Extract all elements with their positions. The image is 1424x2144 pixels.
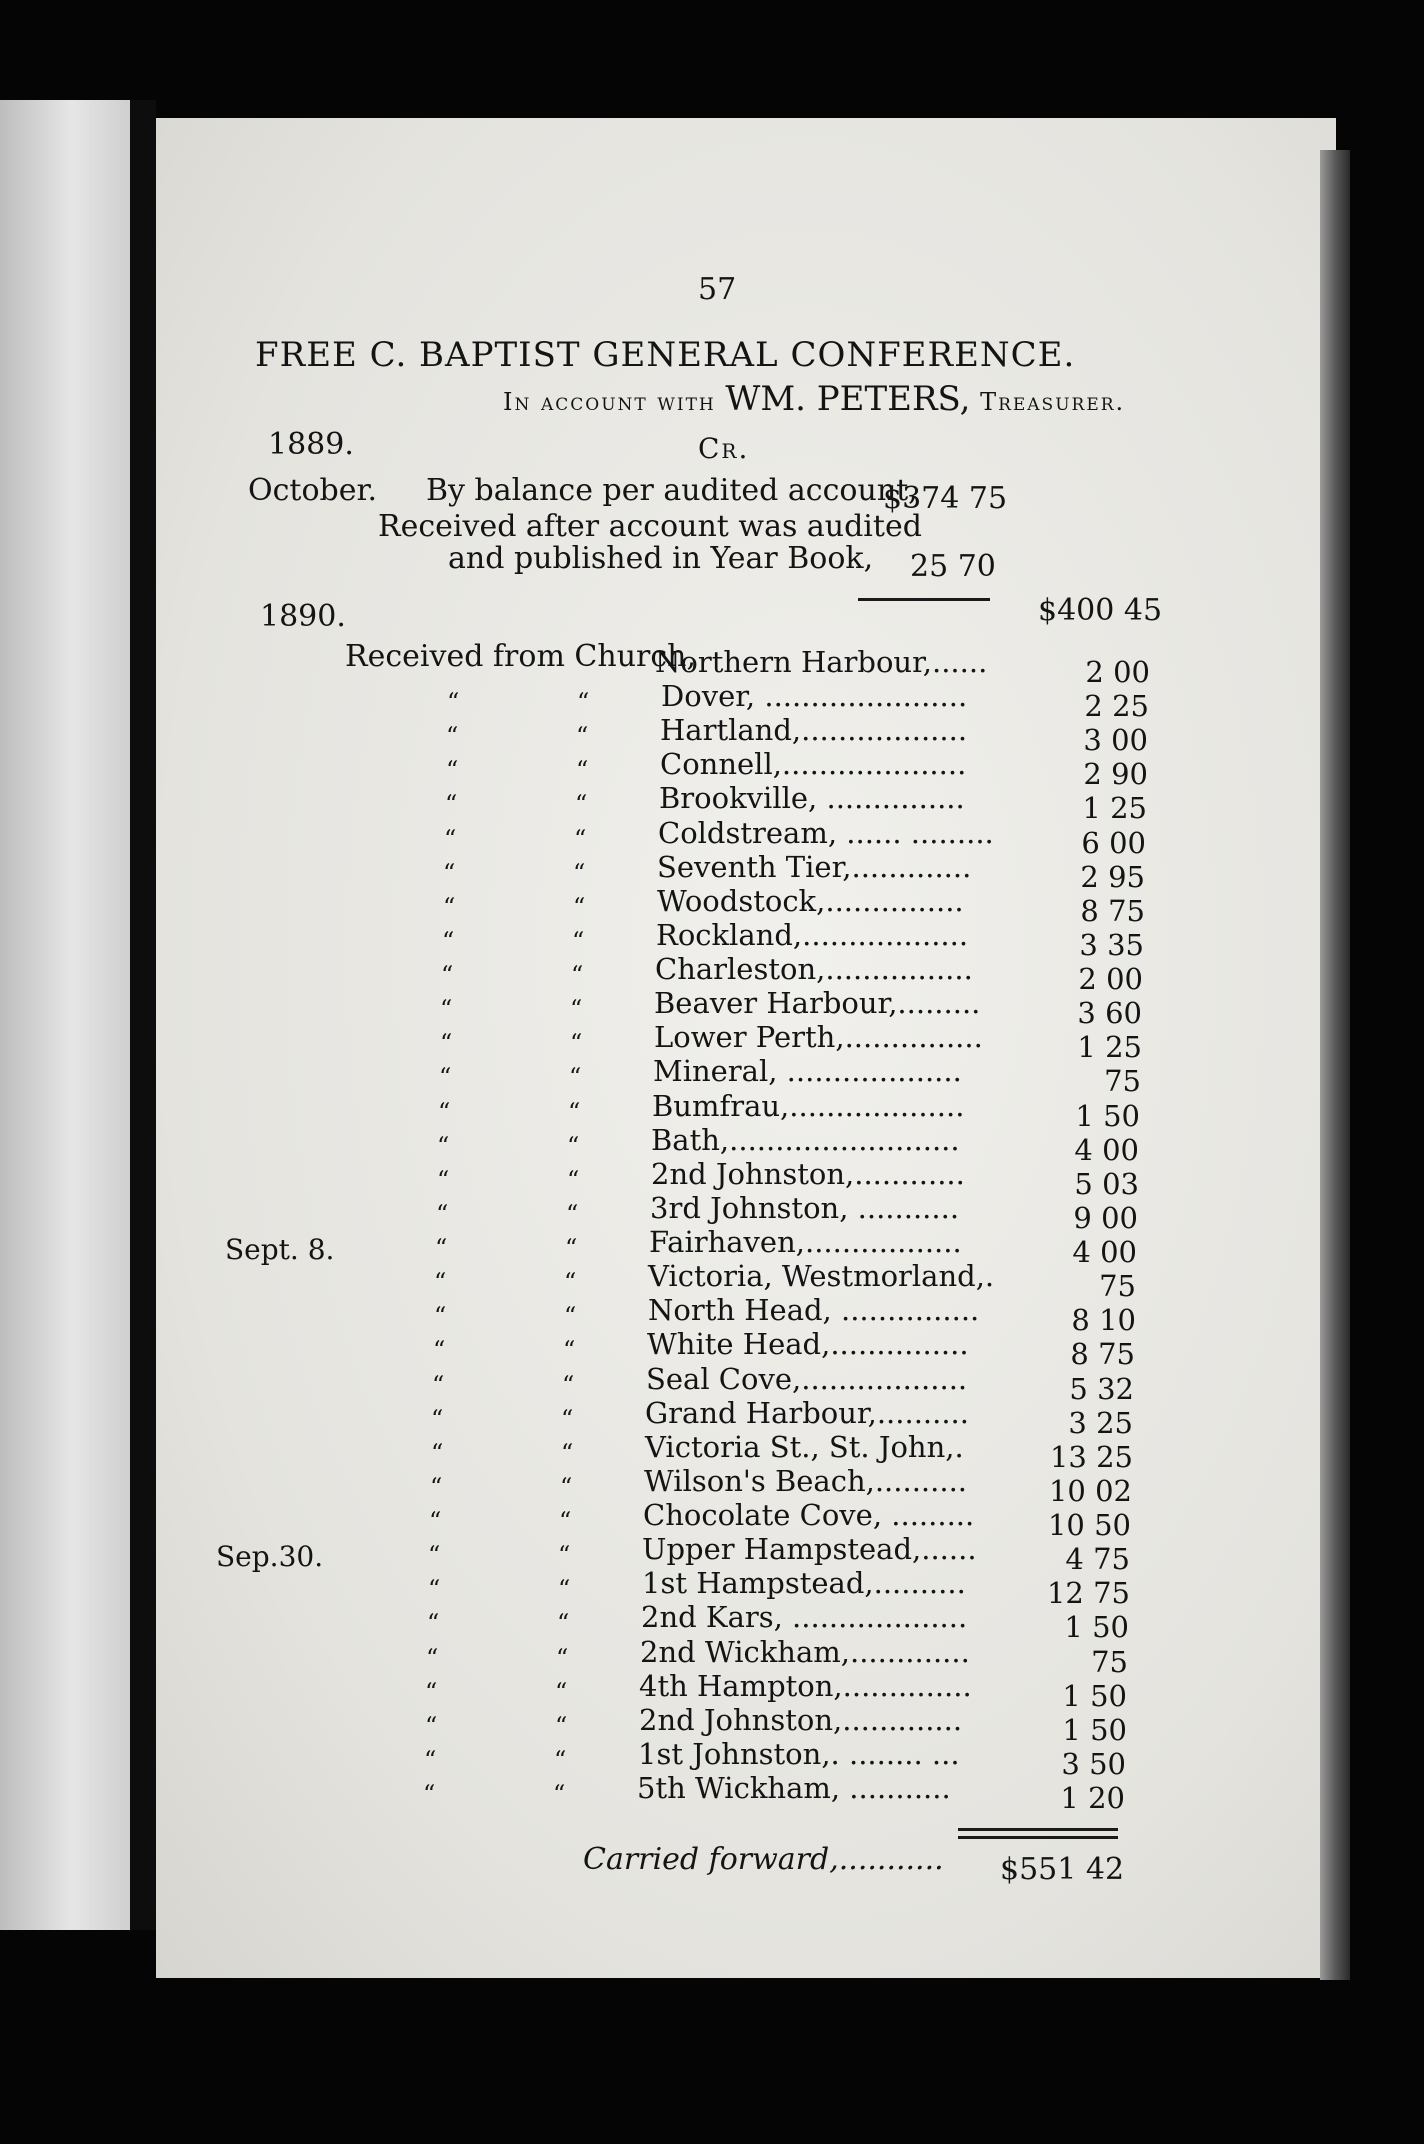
total-rule-1 (958, 1828, 1118, 1831)
entry-amount: 75 (1104, 1064, 1141, 1099)
opening-line3: and published in Year Book, (448, 541, 874, 576)
ditto-mark: “ (570, 995, 583, 1024)
ditto-mark: “ (567, 1131, 580, 1160)
subtotal-rule (858, 598, 990, 601)
entry-amount: 4 00 (1072, 1235, 1137, 1270)
ditto-mark: “ (432, 1370, 445, 1399)
ditto-mark: “ (561, 1404, 574, 1433)
ditto-mark: “ (440, 1029, 453, 1058)
entry-church: 5th Wickham, ........... (637, 1771, 951, 1805)
entry-amount: 2 90 (1083, 757, 1148, 792)
ditto-mark: “ (427, 1609, 440, 1638)
entry-church: Upper Hampstead,...... (642, 1532, 977, 1567)
entry-amount: 2 00 (1078, 962, 1143, 997)
entry-church: Victoria St., St. John,. (645, 1429, 964, 1464)
entry-amount: 8 75 (1070, 1337, 1135, 1372)
entry-church: 2nd Wickham,............. (640, 1634, 970, 1669)
ditto-mark: “ (440, 995, 453, 1024)
entry-amount: 5 32 (1069, 1371, 1134, 1406)
ditto-mark: “ (429, 1507, 442, 1536)
ditto-mark: “ (438, 1097, 451, 1126)
year-1889: 1889. (268, 427, 354, 462)
entry-church: White Head,............... (647, 1327, 969, 1362)
ditto-mark: “ (426, 1643, 439, 1672)
opening-amount2: 25 70 (910, 549, 996, 584)
entry-amount: 2 00 (1085, 655, 1150, 689)
ditto-mark: “ (568, 1097, 581, 1126)
opening-line2: Received after account was audited (378, 509, 922, 544)
entry-church: Bath,......................... (651, 1122, 960, 1157)
entry-church: Victoria, Westmorland,. (648, 1259, 995, 1294)
entry-church: 2nd Johnston,............. (639, 1702, 963, 1737)
entry-church: 1st Johnston,. ........ ... (638, 1736, 960, 1771)
entry-church: Woodstock,............... (657, 883, 964, 918)
ditto-mark: “ (431, 1438, 444, 1467)
ditto-mark: “ (565, 1234, 578, 1263)
entry-amount: 75 (1091, 1644, 1128, 1679)
entry-amount: 1 50 (1064, 1610, 1129, 1645)
entry-church: 2nd Kars, ................... (641, 1600, 968, 1635)
entry-amount: 1 25 (1082, 791, 1147, 826)
entry-amount: 13 25 (1049, 1439, 1133, 1474)
ditto-mark: “ (564, 1302, 577, 1331)
entry-amount: 8 10 (1071, 1303, 1136, 1338)
ditto-mark: “ (576, 722, 589, 751)
entry-church: Mineral, ................... (653, 1054, 962, 1089)
entry-church: 3rd Johnston, ........... (650, 1190, 960, 1225)
opening-amount1: $374 75 (883, 481, 1008, 516)
ditto-mark: “ (556, 1643, 569, 1672)
entry-date: Sept. 8. (225, 1233, 335, 1267)
received-from-label: Received from Church, (345, 639, 697, 674)
entry-church: 1st Hampstead,.......... (642, 1566, 966, 1601)
entry-church: Grand Harbour,.......... (645, 1395, 969, 1430)
ditto-mark: “ (425, 1677, 438, 1706)
entry-church: Bumfrau,................... (652, 1088, 965, 1123)
ditto-mark: “ (575, 790, 588, 819)
entry-amount: 12 75 (1046, 1576, 1130, 1611)
ditto-mark: “ (437, 1165, 450, 1194)
ditto-mark: “ (558, 1575, 571, 1604)
entry-church: Hartland,.................. (660, 713, 968, 748)
subtitle-suffix: Treasurer. (970, 388, 1126, 416)
ditto-mark: “ (430, 1472, 443, 1501)
book-spine (130, 100, 156, 1930)
ditto-mark: “ (564, 1268, 577, 1297)
ditto-mark: “ (572, 926, 585, 955)
subtitle-prefix: In account with (503, 388, 726, 416)
entry-church: 4th Hampton,.............. (639, 1668, 972, 1703)
ditto-mark: “ (428, 1575, 441, 1604)
entry-church: North Head, ............... (648, 1293, 980, 1328)
ditto-mark: “ (443, 892, 456, 921)
carried-forward-total: $551 42 (1000, 1852, 1125, 1887)
entry-church: Connell,.................... (660, 747, 967, 782)
ditto-mark: “ (441, 961, 454, 990)
entry-church: Chocolate Cove, ......... (643, 1498, 975, 1533)
treasurer-name: WM. PETERS, (725, 379, 971, 419)
page-edge-shadow (1320, 150, 1350, 1980)
ditto-mark: “ (431, 1404, 444, 1433)
opening-line1: By balance per audited account, (426, 473, 918, 508)
ditto-mark: “ (569, 1063, 582, 1092)
ditto-mark: “ (573, 858, 586, 887)
ditto-mark: “ (557, 1609, 570, 1638)
entry-date: Sep.30. (216, 1540, 324, 1574)
entry-amount: 4 75 (1065, 1542, 1130, 1577)
entry-amount: 1 50 (1062, 1712, 1127, 1747)
ditto-mark: “ (571, 961, 584, 990)
ditto-mark: “ (447, 688, 460, 717)
ditto-mark: “ (562, 1370, 575, 1399)
entry-church: 2nd Johnston,............ (651, 1156, 965, 1191)
page-title: FREE C. BAPTIST GENERAL CONFERENCE. (255, 335, 1076, 375)
entry-church: Fairhaven,................. (649, 1225, 962, 1260)
ditto-mark: “ (443, 858, 456, 887)
total-rule-2 (958, 1836, 1118, 1839)
entry-amount: 3 00 (1083, 723, 1148, 758)
entry-amount: 75 (1099, 1269, 1136, 1304)
ditto-mark: “ (573, 892, 586, 921)
ditto-mark: “ (444, 824, 457, 853)
entry-church: Beaver Harbour,......... (654, 986, 981, 1021)
ditto-mark: “ (434, 1302, 447, 1331)
ditto-mark: “ (446, 756, 459, 785)
ditto-mark: “ (560, 1472, 573, 1501)
entry-church: Seventh Tier,............. (657, 849, 972, 884)
year-1890: 1890. (260, 599, 346, 634)
entry-amount: 2 25 (1084, 689, 1149, 724)
entry-amount: 3 25 (1068, 1405, 1133, 1440)
ditto-mark: “ (433, 1336, 446, 1365)
ditto-mark: “ (435, 1234, 448, 1263)
ditto-mark: “ (555, 1677, 568, 1706)
entry-amount: 1 50 (1062, 1678, 1127, 1713)
ditto-mark: “ (570, 1029, 583, 1058)
ditto-mark: “ (561, 1438, 574, 1467)
ditto-mark: “ (554, 1745, 567, 1774)
entry-church: Wilson's Beach,.......... (644, 1463, 968, 1498)
ditto-mark: “ (576, 756, 589, 785)
entry-amount: 4 00 (1074, 1132, 1139, 1167)
facing-page-edge (0, 100, 130, 1930)
carried-forward-label: Carried forward,........... (583, 1842, 944, 1877)
entry-amount: 6 00 (1081, 825, 1146, 860)
entry-amount: 10 02 (1048, 1473, 1132, 1508)
entry-church: Dover, ...................... (661, 679, 968, 714)
ditto-mark: “ (425, 1711, 438, 1740)
ditto-mark: “ (423, 1780, 436, 1808)
entry-church: Rockland,.................. (656, 917, 969, 952)
credit-label: Cr. (698, 432, 750, 465)
ditto-mark: “ (428, 1541, 441, 1570)
ditto-mark: “ (559, 1507, 572, 1536)
ditto-mark: “ (446, 722, 459, 751)
account-subtitle (503, 379, 1126, 419)
entry-amount: 1 20 (1060, 1781, 1125, 1815)
entry-amount: 3 60 (1077, 996, 1142, 1031)
ditto-mark: “ (574, 824, 587, 853)
ditto-mark: “ (567, 1165, 580, 1194)
entry-amount: 10 50 (1047, 1508, 1131, 1543)
entry-church: Charleston,................ (655, 952, 973, 987)
ditto-mark: “ (555, 1711, 568, 1740)
entry-church: Coldstream, ...... ......... (658, 815, 994, 850)
entry-amount: 8 75 (1080, 893, 1145, 928)
page-number: 57 (698, 272, 737, 307)
entry-amount: 2 95 (1080, 859, 1145, 894)
ditto-mark: “ (577, 688, 590, 717)
entry-church: Brookville, ............... (659, 781, 965, 816)
ditto-mark: “ (436, 1199, 449, 1228)
entry-amount: 3 50 (1061, 1746, 1126, 1781)
ditto-mark: “ (566, 1199, 579, 1228)
ditto-mark: “ (445, 790, 458, 819)
entry-church: Seal Cove,.................. (646, 1361, 968, 1396)
ditto-mark: “ (439, 1063, 452, 1092)
opening-subtotal: $400 45 (1038, 593, 1163, 628)
ditto-mark: “ (437, 1131, 450, 1160)
entry-amount: 9 00 (1073, 1200, 1138, 1235)
opening-month: October. (248, 473, 378, 508)
entry-amount: 1 25 (1077, 1030, 1142, 1065)
entry-church: Lower Perth,............... (654, 1020, 983, 1055)
ditto-mark: “ (442, 926, 455, 955)
ditto-mark: “ (424, 1745, 437, 1774)
ditto-mark: “ (563, 1336, 576, 1365)
ditto-mark: “ (553, 1780, 566, 1808)
entry-amount: 1 50 (1075, 1098, 1140, 1133)
entry-church: Northern Harbour,...... (655, 645, 988, 679)
ditto-mark: “ (558, 1541, 571, 1570)
entry-amount: 5 03 (1074, 1166, 1139, 1201)
entry-amount: 3 35 (1079, 927, 1144, 962)
ditto-mark: “ (434, 1268, 447, 1297)
